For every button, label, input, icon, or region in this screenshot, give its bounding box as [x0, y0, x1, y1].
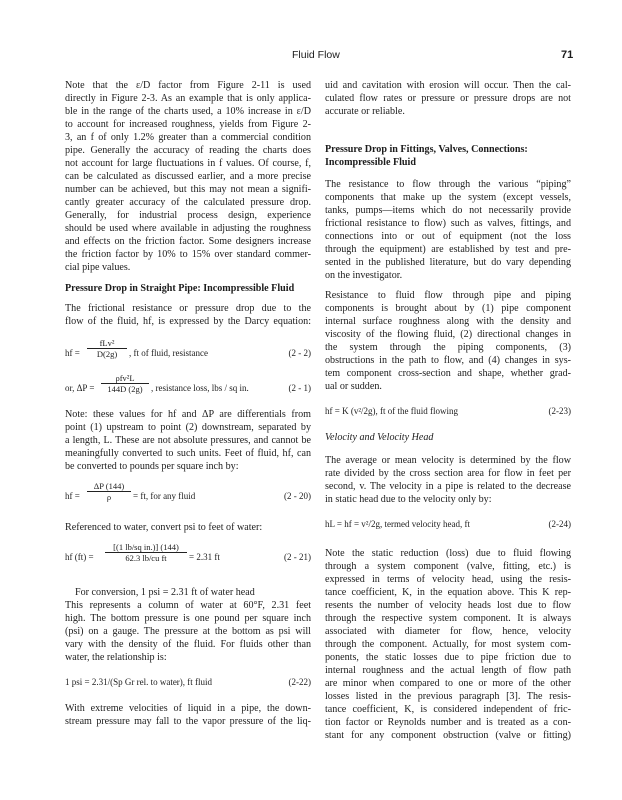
equation-number: (2-23)	[548, 406, 571, 416]
section-heading: Incompressible Fluid	[325, 157, 416, 168]
running-header	[0, 49, 622, 65]
fraction-denominator: D(2g)	[87, 348, 127, 359]
text-line: should be used where available in adjusting the roughness	[65, 223, 311, 234]
equation-number: (2-24)	[548, 519, 571, 529]
text-line: accurate or reliable.	[325, 106, 405, 117]
equation-2-24	[325, 519, 571, 529]
text-line: cantly greater accuracy of the calculated pressure drop.	[65, 197, 311, 208]
text-line: For conversion, 1 psi = 2.31 ft of water head	[75, 587, 255, 598]
text-line: Note the static reduction (loss) due to fluid flowing	[325, 548, 571, 559]
equation-text: hf = K (v²/2g), ft of the fluid flowing	[325, 406, 459, 416]
text-line: high. The bottom pressure is one pound per square inch	[65, 613, 311, 624]
text-line: viscosity of the flowing fluid, (2) directional changes in	[325, 329, 571, 340]
equation-fraction	[87, 481, 131, 502]
equation-2-1	[65, 373, 311, 403]
equation-2-23	[325, 406, 571, 416]
text-line: tion factor or Reynolds number and is treated as a con-	[325, 717, 571, 728]
text-line: meaningfully converted to such units. Feet of fluid, hf, can	[65, 448, 311, 459]
equation-text: , resistance loss, lbs / sq in.	[151, 383, 249, 393]
text-line: be converted to pounds per square inch by:	[65, 461, 239, 472]
equation-lhs: hf =	[65, 348, 80, 358]
text-line: the friction factor by 10% to 15% over standard commer-	[65, 249, 311, 260]
text-line: resents the number of velocity heads lost due to flow	[325, 600, 571, 611]
text-line: number can be achieved, but this may not mean a signifi-	[65, 184, 311, 195]
text-line: ble in the range of the charts used, a 10% increase in ε/D	[65, 106, 311, 117]
equation-2-22	[65, 677, 311, 687]
text-line: flow of the fluid, hf, is expressed by the Darcy equation:	[65, 316, 311, 327]
text-line: culated flow rates or pressure or pressure drops are not	[325, 93, 571, 104]
text-line: The average or mean velocity is determined by the flow	[325, 455, 571, 466]
text-line: losses listed in the previous paragraph [3]. The resis-	[325, 691, 571, 702]
text-line: ual or sudden.	[325, 381, 382, 392]
equation-text: 1 psi = 2.31/(Sp Gr rel. to water), ft fluid	[65, 677, 213, 687]
fraction-denominator: 144D (2g)	[101, 383, 149, 394]
text-line: can be calculated as discussed earlier, and a more precise	[65, 171, 311, 182]
text-line: Referenced to water, convert psi to feet of water:	[65, 522, 263, 533]
text-line: point (1) upstream to point (2) downstream, separated by	[65, 422, 311, 433]
text-line: on the investigator.	[325, 270, 403, 281]
text-line: through a system component (valve, fitting, etc.) is	[325, 561, 571, 572]
text-line: connections into or out of equipment (not the loss	[325, 231, 571, 242]
text-line: the system through the piping components, (3)	[325, 342, 571, 353]
text-line: tance coefficient, K, in the equation above. This K rep-	[325, 587, 571, 598]
running-title: Fluid Flow	[292, 49, 340, 61]
text-line: tance coefficient, K, is considered independent of fric-	[325, 704, 571, 715]
equation-fraction	[87, 338, 127, 359]
text-line: components that make up the system (except vessels,	[325, 192, 571, 203]
text-line: frictional resistance to flow) such as valves, fittings, and	[325, 218, 571, 229]
text-line: rate divided by the cross section area for flow in feet per	[325, 468, 571, 479]
equation-number: (2 - 21)	[284, 552, 311, 562]
text-line: in static head due to the velocity only by:	[325, 494, 492, 505]
text-line: The frictional resistance or pressure drop due to the	[65, 303, 311, 314]
text-line: stream pressure may fall to the vapor pressure of the liq-	[65, 716, 311, 727]
fraction-numerator: ρfv²L	[115, 373, 135, 383]
equation-2-21	[65, 542, 311, 572]
section-heading: Pressure Drop in Straight Pipe: Incompressible Fluid	[65, 283, 295, 294]
text-line: a length, L. These are not absolute pressures, and cannot be	[65, 435, 311, 446]
equation-number: (2-22)	[288, 677, 311, 687]
text-line: are minor when compared to one or more of the other	[325, 678, 571, 689]
text-line: ponents, the static losses due to pipe friction due to	[325, 652, 571, 663]
equation-2-2	[65, 338, 311, 368]
text-line: Note that the ε/D factor from Figure 2-11 is used	[65, 80, 311, 91]
fraction-numerator: ΔP (144)	[93, 481, 125, 491]
text-line: directly in Figure 2-3. As an example that is only applica-	[65, 93, 311, 104]
text-line: through the component. Actually, for most system com-	[325, 639, 571, 650]
text-line: Resistance to fluid flow through pipe and piping	[325, 290, 571, 301]
text-line: through the respective system component. It is always	[325, 613, 571, 624]
text-line: cial pipe values.	[65, 262, 131, 273]
text-line: Generally, for industrial process design, experience	[65, 210, 311, 221]
text-line: expressed in terms of velocity head, using the resis-	[325, 574, 571, 585]
text-line: to account for increased roughness, yields from Figure 2-	[65, 119, 311, 130]
text-line: components is brought about by (1) pipe component	[325, 303, 571, 314]
text-line: pipe. Generally the accuracy of reading the charts does	[65, 145, 311, 156]
text-line: and effects on the friction factor. Some designers increase	[65, 236, 311, 247]
text-line: The resistance to flow through the various “piping”	[325, 179, 571, 190]
equation-fraction	[105, 542, 187, 563]
section-heading: Pressure Drop in Fittings, Valves, Connections:	[325, 144, 528, 155]
text-line: internal surface roughness along with the density and	[325, 316, 571, 327]
text-line: uid and cavitation with erosion will occur. Then the cal-	[325, 80, 571, 91]
fraction-denominator: ρ	[87, 491, 131, 502]
text-line: stant for any component obstruction (valve or fitting)	[325, 730, 571, 741]
equation-number: (2 - 2)	[288, 348, 311, 358]
text-line: associated with diameter for flow, hence, velocity	[325, 626, 571, 637]
equation-text: , ft of fluid, resistance	[129, 348, 208, 358]
text-line: 3, an f of only 1.2% greater than a commercial condition	[65, 132, 311, 143]
equation-2-20	[65, 481, 311, 511]
text-line: tanks, pumps—items which do not necessarily provide	[325, 205, 571, 216]
text-line: internal roughness and the actual length of flow path	[325, 665, 571, 676]
equation-text: hL = hf = v²/2g, termed velocity head, ft	[325, 519, 470, 529]
equation-lhs: or, ΔP =	[65, 383, 95, 393]
text-line: tem component cross-section and shape, whether grad-	[325, 368, 571, 379]
text-line: With extreme velocities of liquid in a pipe, the down-	[65, 703, 311, 714]
text-line: not account for large fluctuations in f values. Of course, f,	[65, 158, 311, 169]
equation-lhs: hf (ft) =	[65, 552, 94, 562]
fraction-numerator: fLv²	[99, 338, 115, 348]
fraction-denominator: 62.3 lb/cu ft	[105, 552, 187, 563]
page-number: 71	[561, 49, 574, 61]
text-line: through the equipment) are established by test and pre-	[325, 244, 571, 255]
equation-number: (2 - 1)	[288, 383, 311, 393]
equation-text: = ft, for any fluid	[133, 491, 196, 501]
text-line: second, v. The velocity in a pipe is related to the decrease	[325, 481, 571, 492]
text-line: vary with the density of the fluid. For fluids other than	[65, 639, 311, 650]
equation-fraction	[101, 373, 149, 394]
fraction-numerator: [(1 lb/sq in.)] (144)	[113, 542, 179, 552]
section-heading: Velocity and Velocity Head	[325, 432, 434, 443]
equation-text: = 2.31 ft	[189, 552, 220, 562]
text-line: Note: these values for hf and ΔP are differentials from	[65, 409, 311, 420]
text-line: (psi) on a gauge. The pressure at the bottom as psi will	[65, 626, 311, 637]
equation-number: (2 - 20)	[284, 491, 311, 501]
text-line: water, the relationship is:	[65, 652, 167, 663]
equation-lhs: hf =	[65, 491, 80, 501]
text-line: sented in the published literature, but do vary depending	[325, 257, 571, 268]
text-line: This represents a column of water at 60°F, 2.31 feet	[65, 600, 311, 611]
text-line: obstructions in the path to flow, and (4) changes in sys-	[325, 355, 571, 366]
